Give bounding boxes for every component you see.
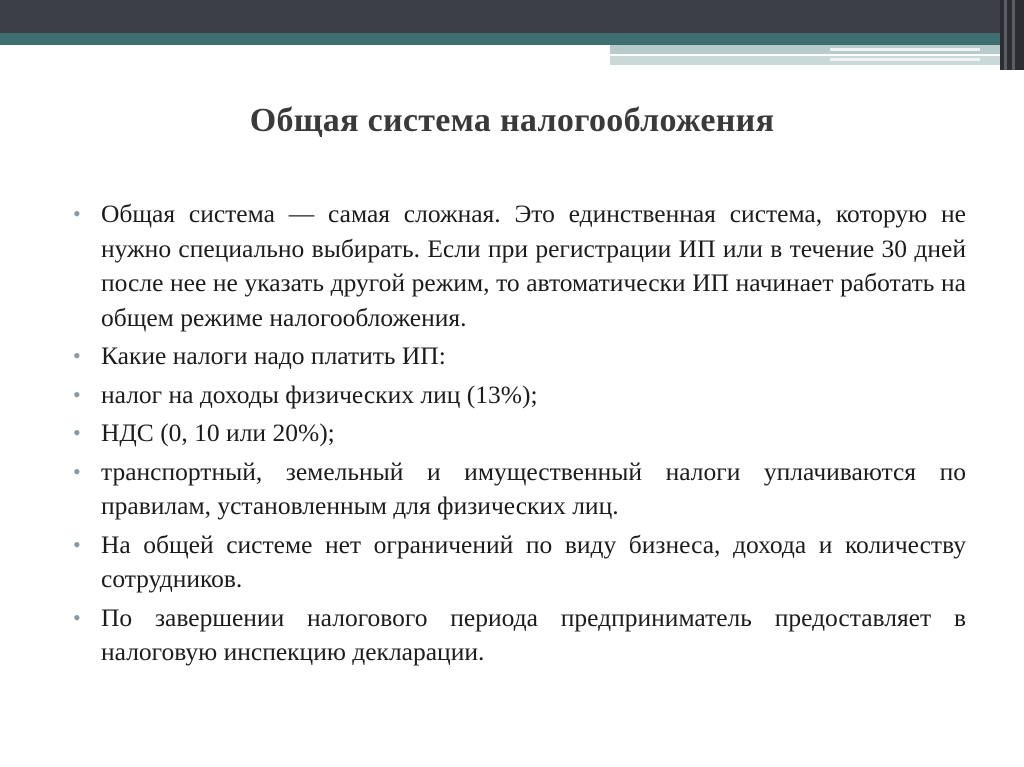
bullet-dot-icon: •: [73, 458, 81, 484]
bullet-item: [68, 378, 966, 413]
bullet-item: [68, 601, 966, 670]
bullet-list: [68, 197, 966, 674]
header-band-corner-stripe: [1004, 0, 1007, 70]
bullet-item: [68, 197, 966, 335]
bullet-dot-icon: •: [73, 420, 81, 445]
bullet-dot-icon: •: [73, 201, 81, 226]
header-band-dark: [0, 0, 1024, 33]
bullet-text: На общей системе нет ограничений по виду бизнеса, дохода и количеству сотрудников.: [101, 529, 966, 593]
bullet-dot-icon: •: [73, 381, 81, 407]
bullet-text: По завершении налогового периода предприниматель предоставляет в налоговую инспекцию декларации.: [101, 602, 966, 666]
bullet-text: Какие налоги надо платить ИП:: [101, 341, 446, 370]
bullet-item: [68, 339, 966, 374]
header-band-highlight: [830, 48, 980, 51]
bullet-dot-icon: •: [73, 531, 81, 557]
header-band-corner-stripe: [1012, 0, 1015, 70]
bullet-text: транспортный, земельный и имущественный налоги уплачиваются по правилам, установленным для физических лиц.: [101, 456, 966, 520]
bullet-text: НДС (0, 10 или 20%);: [101, 418, 335, 447]
bullet-dot-icon: •: [73, 343, 81, 368]
bullet-text: Общая система — самая сложная. Это единственная система, которую не нужно специально выбирать. Если при регистрации ИП или в течение 30 дней после нее не указать другой режим, то автоматически ИП начинает работать на общем режиме налогообложения.: [101, 199, 966, 332]
header-band-highlight: [830, 58, 980, 61]
bullet-dot-icon: •: [73, 604, 81, 630]
bullet-item: [68, 528, 966, 597]
bullet-item: [68, 416, 966, 451]
header-band-teal: [0, 33, 1000, 45]
slide-title: Общая система налогообложения: [249, 102, 775, 139]
bullet-item: [68, 455, 966, 524]
bullet-text: налог на доходы физических лиц (13%);: [101, 379, 538, 409]
